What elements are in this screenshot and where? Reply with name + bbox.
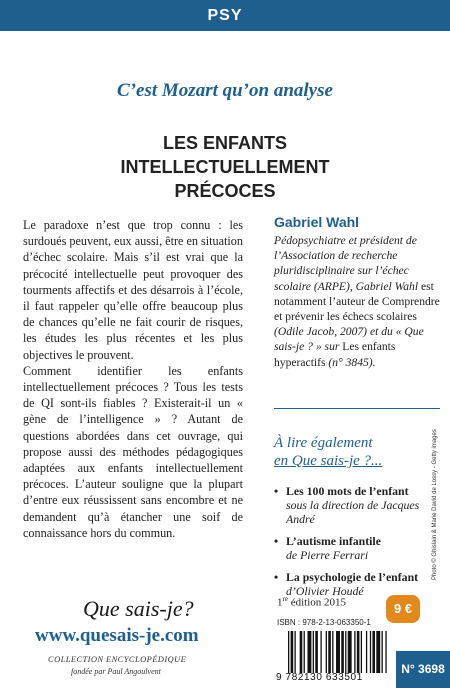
see-also-item: [274, 484, 444, 526]
barcode-bar: [328, 631, 331, 673]
barcode-bar: [354, 631, 355, 673]
author-book-2-number: (n° 3845).: [325, 355, 376, 369]
collection-founder: fondée par Paul Angoulvent: [71, 667, 161, 676]
see-also-title-line-2: en Que sais-je ?...: [274, 453, 383, 469]
barcode-number: 9 782130 633501: [276, 672, 363, 683]
barcode-bar: [372, 631, 375, 673]
photo-credit: Photo © Ghislain & Marie David de Lossy - Getty images: [432, 429, 438, 580]
isbn: ISBN : 978-2-13-063350-1: [277, 618, 371, 627]
book-title: [0, 131, 450, 203]
title-line-2: INTELLECTUELLEMENT: [120, 157, 330, 177]
author-bio-notably: est notamment l’auteur de: [274, 279, 434, 308]
barcode: [276, 629, 392, 684]
bullet-icon: •: [274, 484, 279, 498]
barcode-bar: [366, 631, 367, 673]
series-number-badge: N° 3698: [396, 651, 450, 688]
barcode-bar: [300, 631, 303, 673]
edition-number: 1: [277, 596, 283, 609]
author-name: Gabriel Wahl: [274, 214, 360, 230]
tagline: C’est Mozart qu’on analyse: [117, 80, 333, 101]
header-band: [0, 0, 450, 31]
see-also-title: [274, 434, 444, 470]
edition-year: édition 2015: [287, 596, 347, 609]
edition-suffix: re: [282, 595, 288, 603]
price-badge: 9 €: [386, 595, 420, 623]
barcode-bar: [291, 631, 294, 673]
edition-info: [277, 595, 346, 609]
barcode-bar: [326, 631, 327, 673]
blurb-paragraph-2: Comment identifier les enfants intellectuellement précoces ? Tous les tests de QI sont-ils fiables ? Existerait-il un « gène de l’intelligence » ? Autant de questions abordées dans cet ouvrage, qui propose aussi des méthodes pédagogiques adaptées aux enfants intellectuellement précoces. L’auteur souligne que la plupart d’entre eux réussissent sans encombre et ne demandent qu’à étancher une soif de connaissance hors du commun.: [23, 363, 243, 540]
title-line-3: PRÉCOCES: [174, 181, 276, 201]
section-label: PSY: [207, 7, 243, 24]
barcode-bar: [345, 631, 346, 673]
author-bio: [274, 233, 444, 370]
title-line-1: LES ENFANTS: [162, 133, 287, 153]
author-bio-intro: Pédopsychiatre et président de l’Association de recherche pluridisciplinaire sur l’échec scolaire (ARPE), Gabriel Wahl: [274, 234, 419, 293]
barcode-bar: [332, 631, 333, 673]
barcode-bar: [357, 631, 360, 673]
see-also-item-byline: de Pierre Ferrari: [286, 548, 369, 562]
barcode-bar: [315, 631, 318, 673]
see-also-item-byline: sous la direction de Jacques André: [286, 498, 420, 526]
barcode-bar: [376, 631, 380, 673]
author-book-1: Comprendre et prévenir les échecs scolaires: [274, 294, 440, 324]
see-also-item: [274, 570, 444, 598]
collection-label: COLLECTION ENCYCLOPÉDIQUE: [48, 654, 187, 664]
see-also-item-title: Les 100 mots de l’enfant: [286, 484, 409, 498]
barcode-bar: [348, 631, 352, 673]
barcode-icon: [288, 631, 388, 673]
publisher-logo: Que sais-je?: [83, 596, 194, 621]
blurb-paragraph-1: Le paradoxe n’est que trop connu : les surdoués peuvent, eux aussi, être en situation d’échec scolaire. Mais s’il est vrai que la précocité intellectuelle peut provoquer des tourments affectifs et des désarrois à l’école, il faut rappeler qu’elle offre beaucoup plus de chances qu’elle ne fait courir de risques, les études les plus récentes et les plus objectives le prouvent.: [23, 218, 243, 362]
barcode-bar: [307, 631, 311, 673]
author-book-1-publisher: (Odile Jacob, 2007) et du « Que sais-je ? » sur: [274, 325, 424, 354]
publisher-website: www.quesais-je.com: [35, 625, 199, 646]
see-also-item: [274, 534, 444, 562]
see-also-item-byline: d’Olivier Houdé: [286, 584, 364, 598]
barcode-bar: [382, 631, 383, 673]
see-also-item-title: La psychologie de l’enfant: [286, 570, 419, 584]
barcode-bar: [361, 631, 362, 673]
author-book-2: Les enfants hyperactifs: [274, 340, 396, 369]
barcode-bar: [336, 631, 340, 673]
blurb: [23, 217, 243, 541]
barcode-bar: [341, 631, 344, 673]
barcode-bar: [288, 631, 289, 673]
bullet-icon: •: [274, 570, 279, 584]
barcode-bar: [370, 631, 371, 673]
see-also-item-title: L’autisme infantile: [286, 534, 381, 548]
barcode-bar: [320, 631, 321, 673]
barcode-bar: [385, 631, 386, 673]
barcode-bar: [304, 631, 305, 673]
see-also-title-line-1: À lire également: [274, 435, 373, 451]
barcode-bar: [313, 631, 314, 673]
bullet-icon: •: [274, 534, 279, 548]
barcode-bar: [294, 631, 295, 673]
section-divider: [274, 408, 440, 409]
